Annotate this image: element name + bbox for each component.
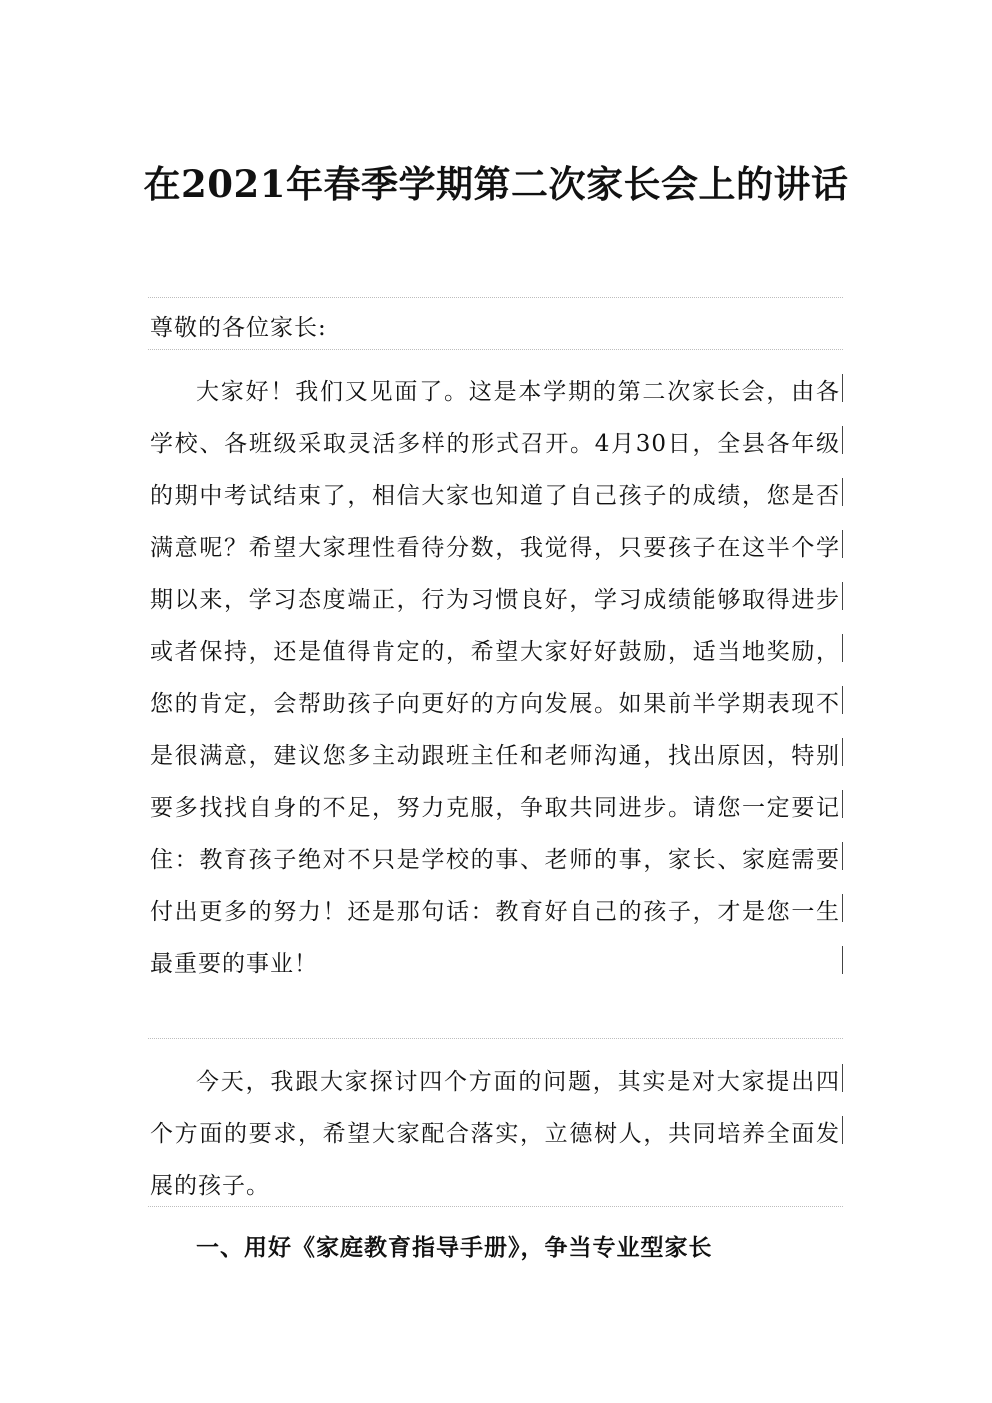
margin-bar [842,374,843,402]
margin-bar [842,530,843,558]
salutation: 尊敬的各位家长: [150,315,327,341]
margin-bar [842,582,843,610]
document-title: 在2021年春季学期第二次家长会上的讲话 [143,162,849,206]
divider-line [148,1038,843,1039]
margin-bar [842,686,843,714]
paragraph-1: 大家好！我们又见面了。这是本学期的第二次家长会，由各学校、各班级采取灵活多样的形式召开。4月30日，全县各年级的期中考试结束了，相信大家也知道了自己孩子的成绩，您是否满意呢？希望大家理性看待分数，我觉得，只要孩子在这半个学期以来，学习态度端正，行为习惯良好，学习成绩能够取得进步或者保持，还是值得肯定的，希望大家好好鼓励，适当地奖励，您的肯定，会帮助孩子向更好的方向发展。如果前半学期表现不是很满意，建议您多主动跟班主任和老师沟通，找出原因，特别要多找找自身的不足，努力克服，争取共同进步。请您一定要记住：教育孩子绝对不只是学校的事、老师的事，家长、家庭需要付出更多的努力！还是那句话：教育好自己的孩子，才是您一生最重要的事业！ [150,379,840,977]
margin-bar [842,1064,843,1092]
divider-line [148,349,843,350]
divider-line [148,297,843,298]
margin-bar [842,1116,843,1144]
margin-bar [842,842,843,870]
margin-bar [842,738,843,766]
margin-bar [842,478,843,506]
margin-bar [842,790,843,818]
divider-line [148,1206,843,1207]
margin-bar [842,946,843,974]
paragraph-2: 今天，我跟大家探讨四个方面的问题，其实是对大家提出四个方面的要求，希望大家配合落实，立德树人，共同培养全面发展的孩子。 [150,1069,840,1199]
margin-bar [842,894,843,922]
margin-bar [842,634,843,662]
section-heading: 一、用好《家庭教育指导手册》，争当专业型家长 [196,1235,713,1261]
margin-bar [842,426,843,454]
